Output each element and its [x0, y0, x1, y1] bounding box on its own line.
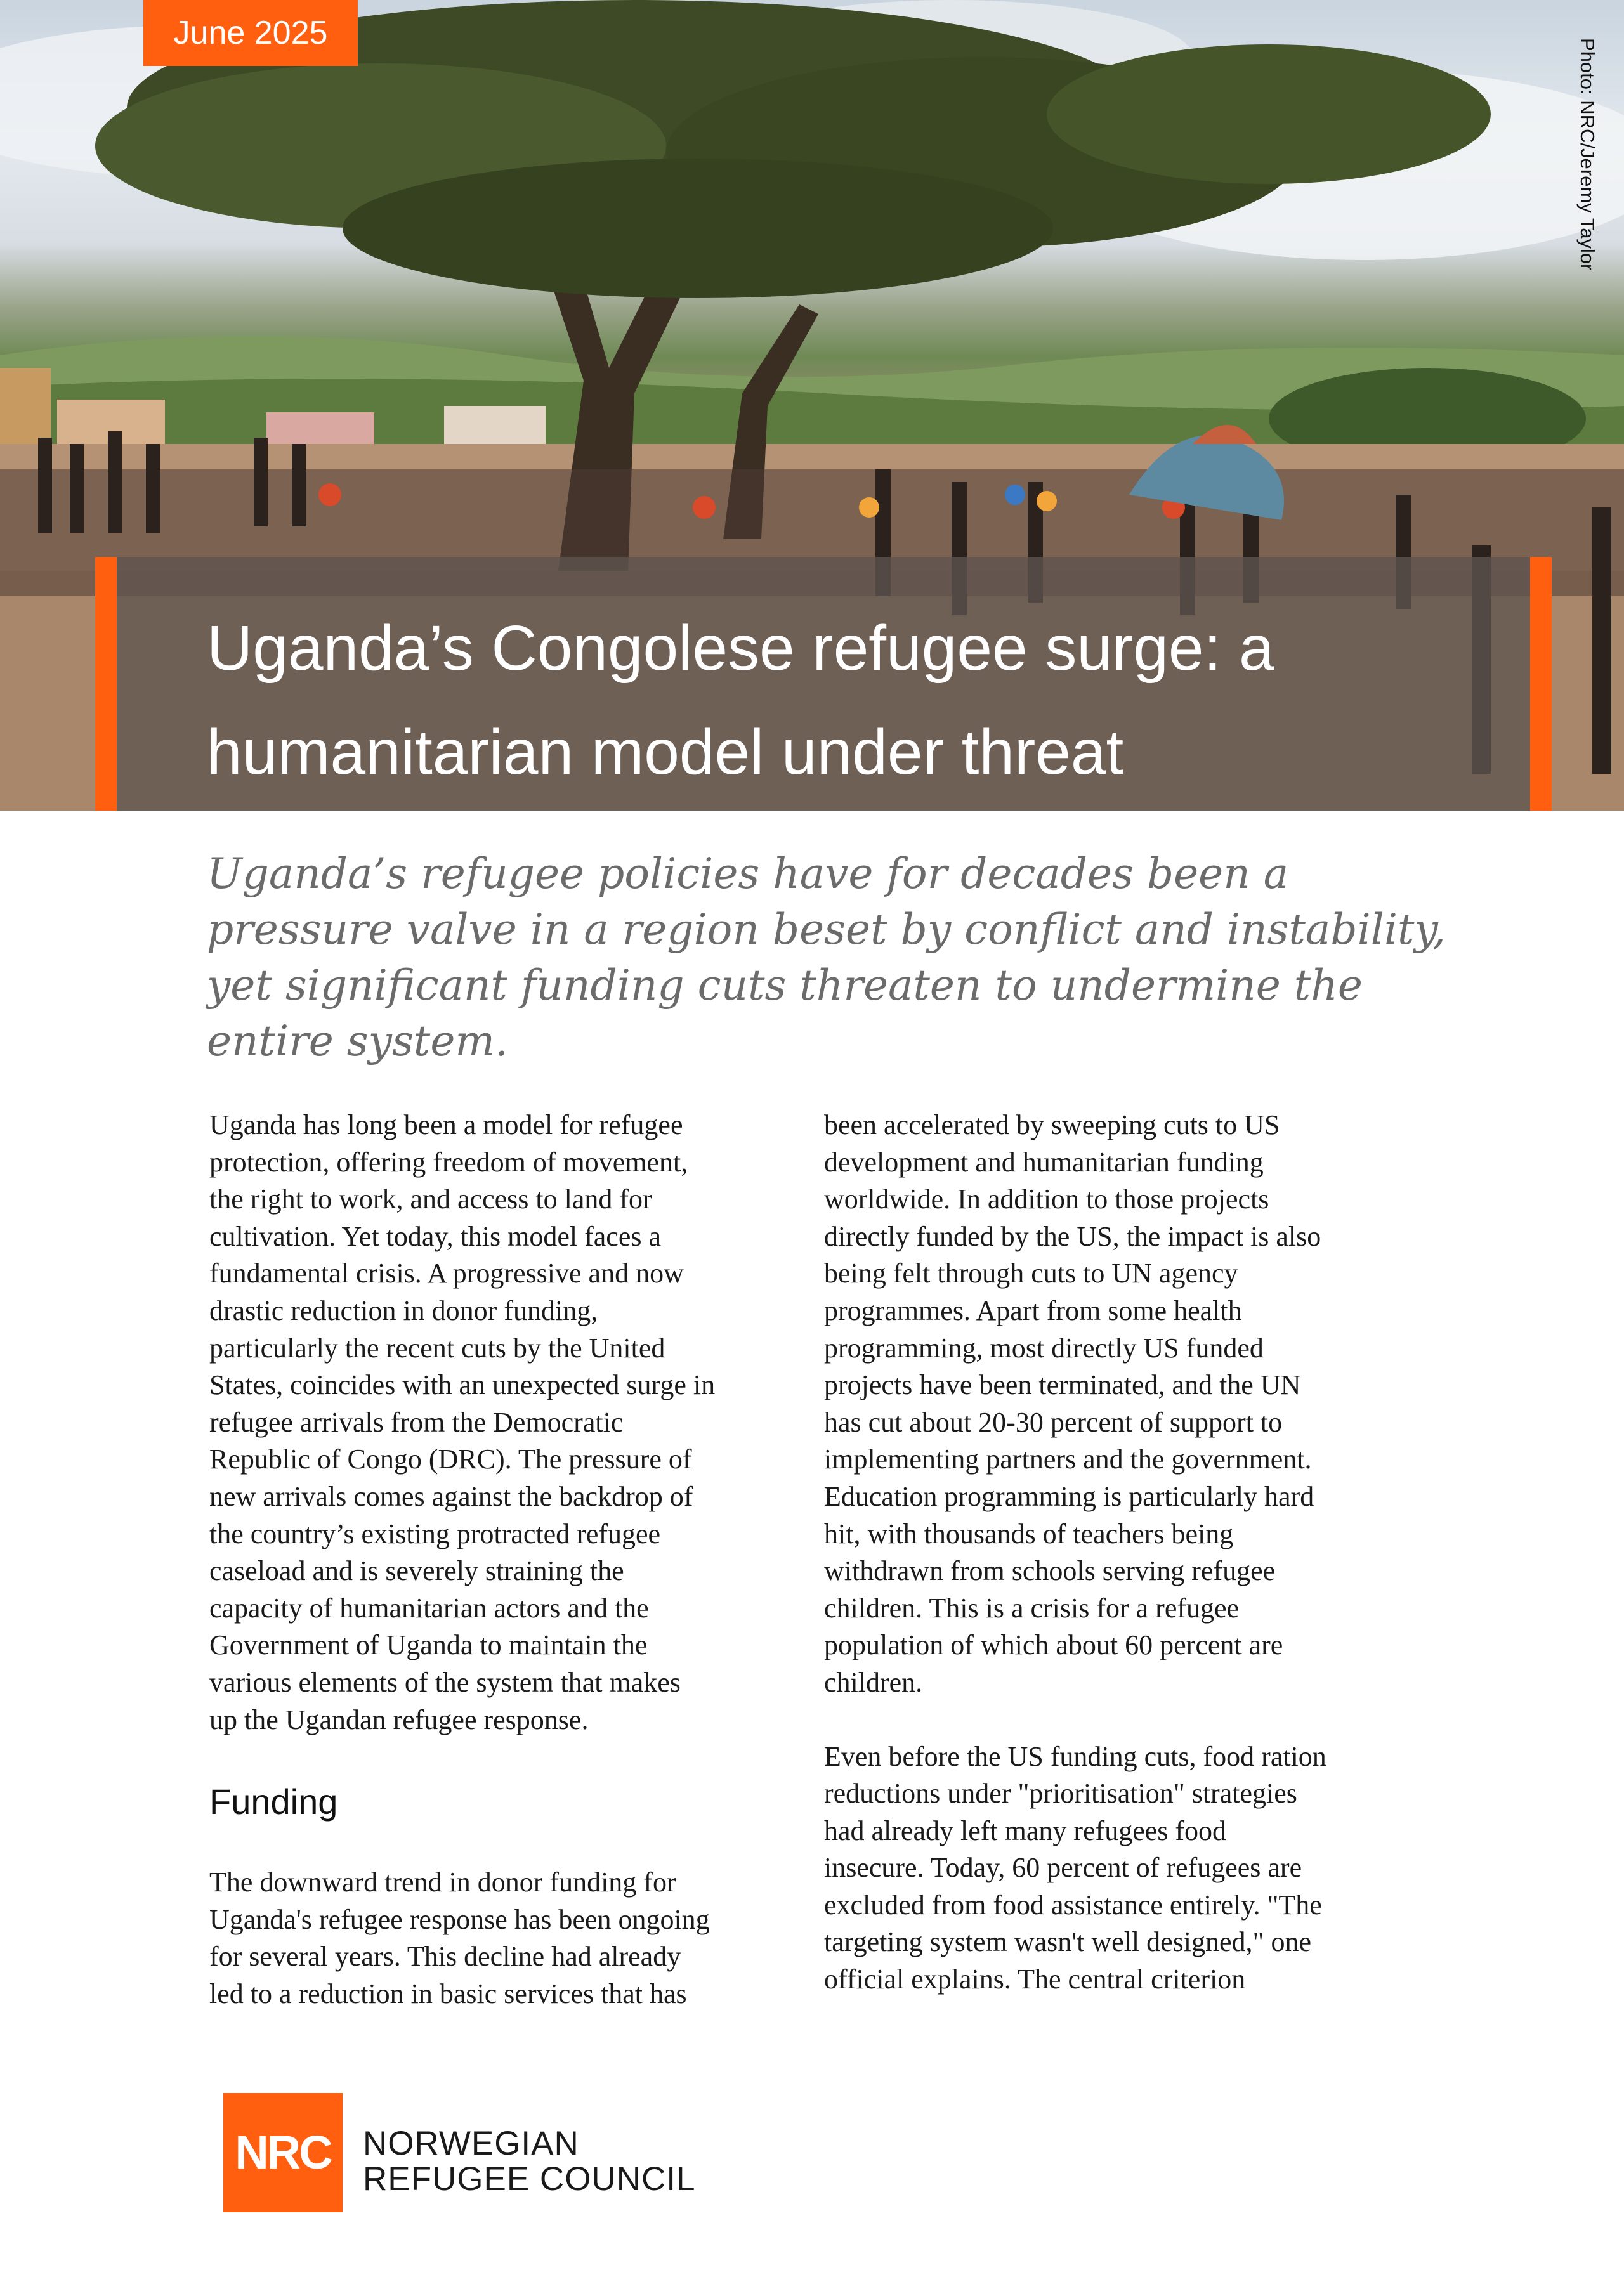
page-title-line-1: Uganda’s Congolese refugee surge: a — [207, 613, 1274, 684]
body-column-left — [209, 1107, 806, 2012]
date-tag: June 2025 — [143, 0, 358, 66]
accent-bar-right — [1530, 557, 1552, 811]
section-heading-funding: Funding — [209, 1782, 338, 1822]
funding-paragraph: The downward trend in donor funding for Uganda's refugee response has been ongoing for several years. This decline had already led to a reduction in basic services that has — [209, 1867, 710, 2009]
photo-credit — [1571, 38, 1609, 304]
org-name-line-2: REFUGEE COUNCIL — [363, 2160, 696, 2198]
body-column-right — [824, 1107, 1420, 1999]
page-title-line-2: humanitarian model under threat — [207, 717, 1124, 788]
accent-bar-left — [95, 557, 117, 811]
food-ration-paragraph: Even before the US funding cuts, food ration reductions under "prioritisation" strategies had already left many refugees food insecure. Today, 60 percent of refugees are excluded from food assistance entirely. "The targeting system wasn't well designed," one official explains. The central criterion — [824, 1740, 1326, 1995]
hero-photo — [0, 0, 1624, 811]
nrc-logo-letters: NRC — [235, 2126, 331, 2179]
photo-credit-text: Photo: NRC/Jeremy Taylor — [1576, 38, 1599, 271]
nrc-logo-mark — [223, 2093, 343, 2212]
nrc-logo-wordmark — [363, 2126, 695, 2197]
lede-paragraph: Uganda’s refugee policies have for decades been a pressure valve in a region beset by conflict and instability, yet significant funding cuts threaten to undermine the entire system. — [207, 849, 1446, 1066]
intro-paragraph: Uganda has long been a model for refugee protection, offering freedom of movement, the right to work, and access to land for cultivation. Yet today, this model faces a fundamental crisis. A progressive and now drastic reduction in donor funding, particularly the recent cuts by the United States, coincides with an unexpected surge in refugee arrivals from the Democratic Republic of Congo (DRC). The pressure of new arrivals comes against the backdrop of the country’s existing protracted refugee caseload and is severely straining the capacity of humanitarian actors and the Government of Uganda to maintain the various elements of the system that makes up the Ugandan refugee response. — [209, 1109, 716, 1735]
page-title — [207, 596, 1476, 804]
org-name-line-1: NORWEGIAN — [363, 2125, 579, 2162]
nrc-logo[interactable] — [223, 2093, 731, 2214]
title-band — [95, 557, 1530, 811]
us-cuts-paragraph: been accelerated by sweeping cuts to US development and humanitarian funding worldwide. In addition to those projects directly funded by the US, the impact is also being felt through cuts to UN agency programmes. Apart from some health programming, most directly US funded projects have been terminated, and the UN has cut about 20-30 percent of support to implementing partners and the government. Education programming is particularly hard hit, with thousands of teachers being withdrawn from schools serving refugee children. This is a crisis for a refugee population of which about 60 percent are children. — [824, 1109, 1321, 1698]
